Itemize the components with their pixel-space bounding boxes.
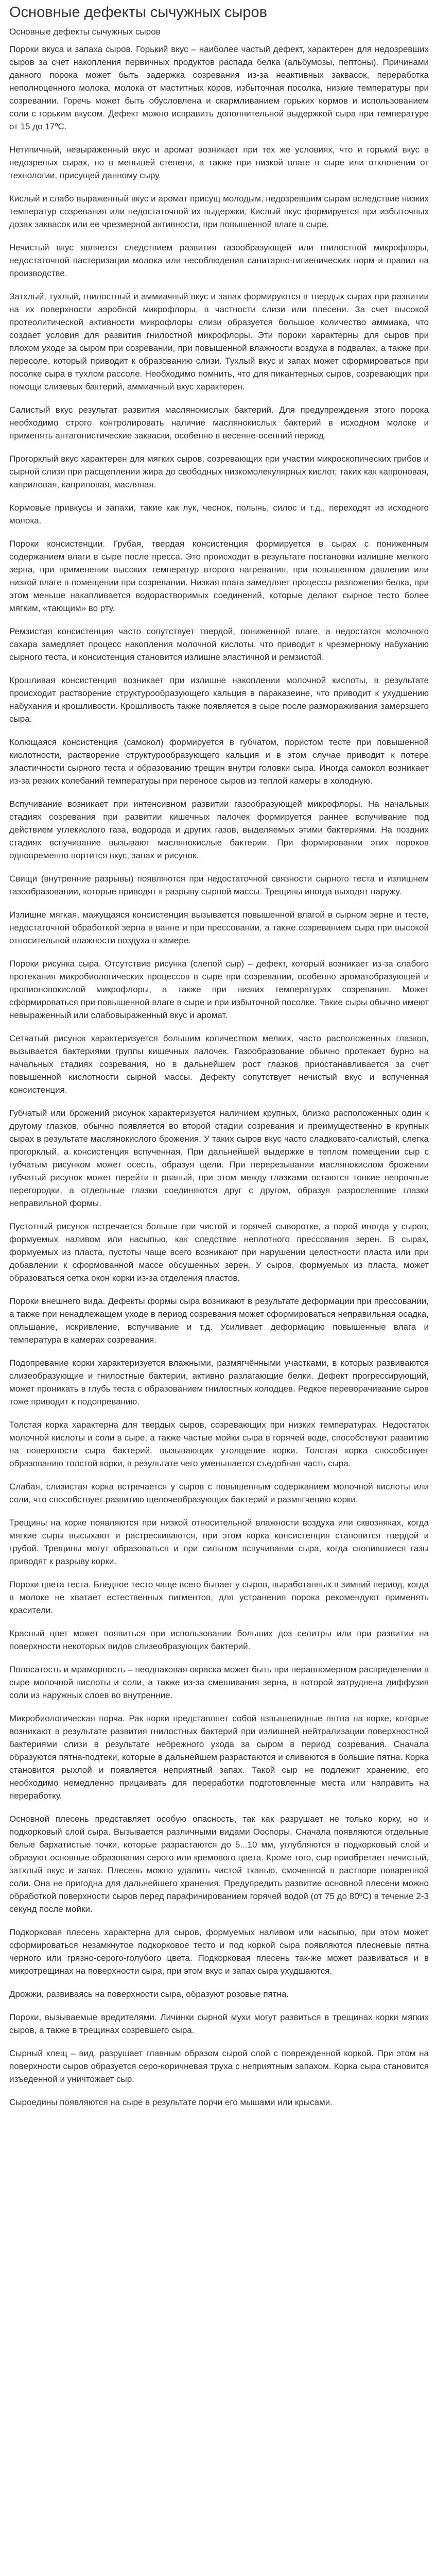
page-subtitle: Основные дефекты сычужных сыров (9, 27, 161, 37)
article-paragraph: Пороки рисунка сыра. Отсутствие рисунка (слепой сыр) – дефект, который возникает из-за слабого протекания микробиологических процессов в сыре при созревании, особенно ароматобразующей и пропионовокислой микрофлоры, а также при низких температурах созревания. Может сформироваться при повышенной влаге в сыре и при избыточной посолке. Такие сыры обычно имеют невыраженный или слабовыраженный вкус и аромат. (9, 959, 429, 1021)
article-paragraph: Кормовые привкусы и запахи, такие как лук, чеснок, полынь, силос и т.д., переходят из исходного молока. (9, 503, 429, 526)
article-paragraph: Нечистый вкус является следствием развития газообразующей или гнилостной микрофлоры, недостаточной пастеризации молока или несоблюдения санитарно-гигиенических норм и правил на производстве. (9, 243, 429, 279)
article-paragraph: Пороки цвета теста. Бледное тесто чаще всего бывает у сыров, выработанных в зимний период, когда в молоке не хватает естественных пигментов, для устранения порока рекомендуют применять красители. (9, 1580, 429, 1616)
article-paragraph: Дрожжи, развиваясь на поверхности сыра, образуют розовые пятна. (9, 1989, 289, 1999)
article-paragraph: Толстая корка характерна для твердых сыров, созревающих при низких температурах. Недостаток молочной кислоты и соли в сыре, а также частые мойки сыра в горячей воде, способствуют развитию на поверхности сыра бактерий, вызывающих утолщение корки. Толстая корка способствует образованию толстой корки, в результате чего уменьшается съедобная часть сыра. (9, 1420, 429, 1469)
article-paragraph: Крошливая консистенция возникает при излишне накоплении молочной кислоты, в результате происходит растворение структурообразующего кальция в параказеине, что приводит к ухудшению набухания и крошливости. Крошливость также появляется в сыре после размораживания замерзшего сыра. (9, 675, 429, 724)
article-paragraph: Полосатость и мраморность – неоднаковая окраска может быть при неравномерном распределении в сыре молочной кислоты и соли, а также из-за смешивания зерна, в которой затруднена диффузия соли из наружных слоев во внутренние. (9, 1665, 429, 1701)
article-paragraph: Пустотный рисунок встречается больше при чистой и горячей сыворотке, а порой иногда у сыров, формуемых наливом или насыпью, как следствие неплотного прессования зерен. В сырах, формуемых из пласта, пустоты чаще всего возникают при нарушении целостности пласта или при добавлении к сформованной массе обсушенных зерен. У сыров, формуемых из пласта, может образоваться сетка окон корки из-за отделения пластов. (9, 1222, 429, 1283)
article-paragraph: Пороки внешнего вида. Дефекты формы сыра возникают в результате деформации при прессовании, а также при ненадлежащем уходе в период созревания может сформироваться неправильная осадка, опльшание, искривление, вспучивание и т.д. Усиливает деформацию повышенные влага и температура в камерах созревания. (9, 1296, 429, 1345)
article-paragraph: Пороки, вызываемые вредителями. Личинки сырной мухи могут развиться в трещинах корки мягких сыров, а также в трещинах созревшего сыра. (9, 2012, 429, 2036)
article-paragraph: Прогорклый вкус характерен для мягких сыров, созревающих при участии микроскопических грибов и сырной слизи при расщеплении жира до свободных низкомолекулярных кислот, таких как капроновая, каприловая, каприловая, масляная. (9, 454, 429, 490)
article-paragraph: Пороки консистенции. Грубая, твердая консистенция формируется в сырах с пониженным содержанием влаги в сыре после пресса. Это происходит в результате постановки излишне мелкого зерна, при применении высоких температур второго нагревания, при повышенном давлении или низкой влаге в помещении при созревании. Низкая влага замедляет процессы разложения белка, при этом меньше накапливается водорастворимых соединений, которые делают сырное тесто более мягким, «тающим» во рту. (9, 539, 429, 614)
article-paragraph: Подкорковая плесень характерна для сыров, формуемых наливом или насыпью, при этом может сформироваться незамкнутое подкорковое тесто и под коркой сыра появляются плесневые пятна черного или грязно-серого-голубого цвета. Подкорковая плесень так-же может развиваться и в микротрещинах на поверхности сыра, при этом вкус и запах сыра ухудшаются. (9, 1927, 429, 1976)
article-paragraph: Излишне мягкая, мажущаяся консистенция вызывается повышенной влагой в сырном зерне и тесте, недостаточной обработкой зерна в ванне и при прессовании, а также созреванием сыра при высокой относительной влажности воздуха в камере. (9, 910, 429, 946)
article-paragraph: Вспучивание возникает при интенсивном развитии газообразующей микрофлоры. На начальных стадиях созревания при развитии кишечных палочек формируется раннее вспучивание под действием углекислого газа, водорода и других газов, выделяемых этими бактериями. На поздних стадиях вспучивание вызывают маслянокислые бактерии. При формировании этих пороков одновременно портится вкус, запах и рисунок. (9, 799, 429, 861)
article-paragraph: Подопревание корки характеризуется влажными, размягчёнными участками, в которых развиваются слизеобразующие и гнилостные бактерии, активно разлагающие белки. Дефект прогрессирующий, может проникать в глубь теста с образованием гнилостных колодцев. Редкое переворачивание сыров тоже приводит к подопреванию. (9, 1358, 429, 1407)
page-title: Основные дефекты сычужных сыров (9, 4, 267, 21)
article-paragraph: Микробиологическая порча. Рак корки представляет собой язвышевидные пятна на корке, которые возникают в результате развития гнилостных бактерий при излишней нейтрализации поверхностной бактериями слизи в результате небрежного ухода за сыром в период созревания. Сначала образуются пятна-подтеки, которые в дальнейшем разрастаются и сливаются в большие пятна. Корка становится рыхлой и появляется неприятный запах. Такой сыр не подлежит хранению, его необходимо немедленно прицаивать для переработки подготовленные места или направить на переработку. (9, 1714, 429, 1801)
article-paragraph: Салистый вкус результат развития маслянокислых бактерий. Для предупреждения этого порока необходимо строго контролировать наличие маслянокислых бактерий в исходном молоке и применять антагонистические закваски, особенно в весенне-осенний период. (9, 405, 429, 441)
article-paragraph: Сетчатый рисунок характеризуется большим количеством мелких, часто расположенных глазков, вызывается бактериями группы кишечных палочек. Газообразование обычно протекает бурно на начальных стадиях созревания, но в дальнейшем рост глазков приостанавливается за счет повышенной кислотности сырной массы. Дефекту сопутствует нечистый вкус и вспученная консистенция. (9, 1033, 429, 1095)
article-paragraph: Красный цвет может появиться при использовании больших доз селитры или при развитии на поверхности некоторых видов слизеобразующих бактерий. (9, 1629, 429, 1652)
article-paragraph: Колющаяся консистенция (самокол) формируется в губчатом, пористом тесте при повышенной кислотности, растворение структурообразующего кальция и в этом случае приводит к потере эластичности сырного теста и образованию трещин внутри головки сыра. Иногда самокол возникает из-за резких колебаний температуры при переносе сыров из теплой камеры в холодную. (9, 737, 429, 786)
article-paragraph: Кислый и слабо выраженный вкус и аромат присущ молодым, недозревшим сырам вследствие низких температур созревания или недостаточной их выдержки. Кислый вкус формируется при избыточных дозах заквасок или ее чрезмерной активности, при повышенной влаге в сыре. (9, 194, 429, 230)
article-paragraph: Нетипичный, невыраженный вкус и аромат возникает при тех же условиях, что и горький вкус в недозрелых сырах, но в меньшей степени, а также при низкой влаге в сыре или отклонении от технологии, присущей данному сыру. (9, 145, 429, 181)
article-paragraph: Ремзистая консистенция часто сопутствует твердой, пониженной влаге, а недостаток молочного сахара замедляет процесс накопления молочной кислоты, что приводит к чрезмерному набуханию сырного теста, и консистенция становится излишне эластичной и ремзистой. (9, 626, 429, 663)
article-paragraph: Свищи (внутренние разрывы) появляются при недостаточной связности сырного теста и излишнем газообразовании, которые приводят к разрыву сырной массы. Трещины иногда выходят наружу. (9, 874, 429, 897)
article-paragraph: Сыроедины появляются на сыре в результате порчи его мышами или крысами. (9, 2097, 333, 2108)
article-paragraph: Затхлый, тухлый, гнилостный и аммиачный вкус и запах формируются в твердых сырах при развитии на их поверхности аэробной микрофлоры, в частности слизи или плесени. За счет высокой протеолитической активности микрофлоры слизи образуется большое количество аммиака, что создает условия для развития гнилостной микрофлоры. Эти пороки характерны для сыров при плохом уходе за сыром при созревании, при повышенной влажности воздуха в подвалах, а также при пересоле, который приводит к образованию слизи. Тухлый вкус и запах может сформироваться при посолке сыра в тухлом рассоле. Необходимо помнить, что для пикантерных сыров, созревающих при помощи слизевых бактерий, аммиачный вкус характерен. (9, 292, 429, 392)
article-paragraph: Пороки вкуса и запаха сыров. Горький вкус – наиболее частый дефект, характерен для недозревших сыров за счет накопления первичных продуктов распада белка (альбумозы, пептоны). Причинами данного порока может быть задержка созревания из-за неактивных заквасок, переработка неполноценного молока, молока от маститных коров, избыточная посолка, низкие температуры при созревании. Горечь может быть обусловлена и скармливанием горьких кормов и использованием соли с горьким вкусом. Дефект можно исправить дополнительной выдержкой сыра при температуре от 15 до 17ºС. (9, 44, 429, 132)
article-paragraph: Трещины на корке появляются при низкой относительной влажности воздуха или сквозняках, когда мягкие сыры высыхают и растрескиваются, при этом корка консистенция становится твердой и грубой. Трещины могут образоваться и при сильном вспучивании сыра, когда скопившиеся газы приводят к разрыву корки. (9, 1518, 429, 1567)
article-paragraph: Сырный клещ – вид, разрушает главным образом сырой слой с поврежденной коркой. При этом на поверхности сыров образуется серо-коричневая труха с неприятным запахом. Корка сыра становится изъеденной и уничтожает сыр. (9, 2048, 429, 2084)
article-paragraph: Слабая, слизистая корка встречается у сыров с повышенным содержанием молочной кислоты или соли, что способствует развитию щелочеобразующих бактерий и размягчению корки. (9, 1482, 429, 1505)
article-body (9, 43, 429, 2109)
article-paragraph: Основной плесень представляет особую опасность, так как разрушает не только корку, но и подкорковый слой сыра. Вызывается различными видами Ооспоры. Сначала появляются отдельные белые бархатистые точки, которые разрастаются до 5...10 мм, углубляются в подкорковый слой и образуют основные образования серого или кремового цвета. Кроме того, сыр приобретает нечистый, затхлый вкус и запах. Плесень можно удалить чистой тканью, смоченной в растворе поваренной соли. Она не пригодна для дальнейшего хранения. Предупредить развитие основной плесени можно обработкой поверхности сыров перед парафинированием горячей водой (от 75 до 80ºС) в течение 2-3 секунд после мойки. (9, 1814, 429, 1914)
article-paragraph: Губчатый или брожений рисунок характеризуется наличием крупных, близко расположенных один к другому глазков, обычно появляется во второй стадии созревания и преимущественно в крупных сырах в результате маслянокислого брожения. У таких сыров вкус часто сладковато-салистый, слегка прогорклый, а консистенция вспученная. При дальнейшей выдержке в теплом помещении сыр с губчатым рисунком может осесть, образуя щели. При перерезывании маслянокислом брожении губчатый рисунок может перейти в рваный, при этом между глазками остаются тонкие непрочные перегородки, а отдельные глазки соединяются друг с другом, образуя разрослевшие глазки неправильной формы. (9, 1108, 429, 1209)
